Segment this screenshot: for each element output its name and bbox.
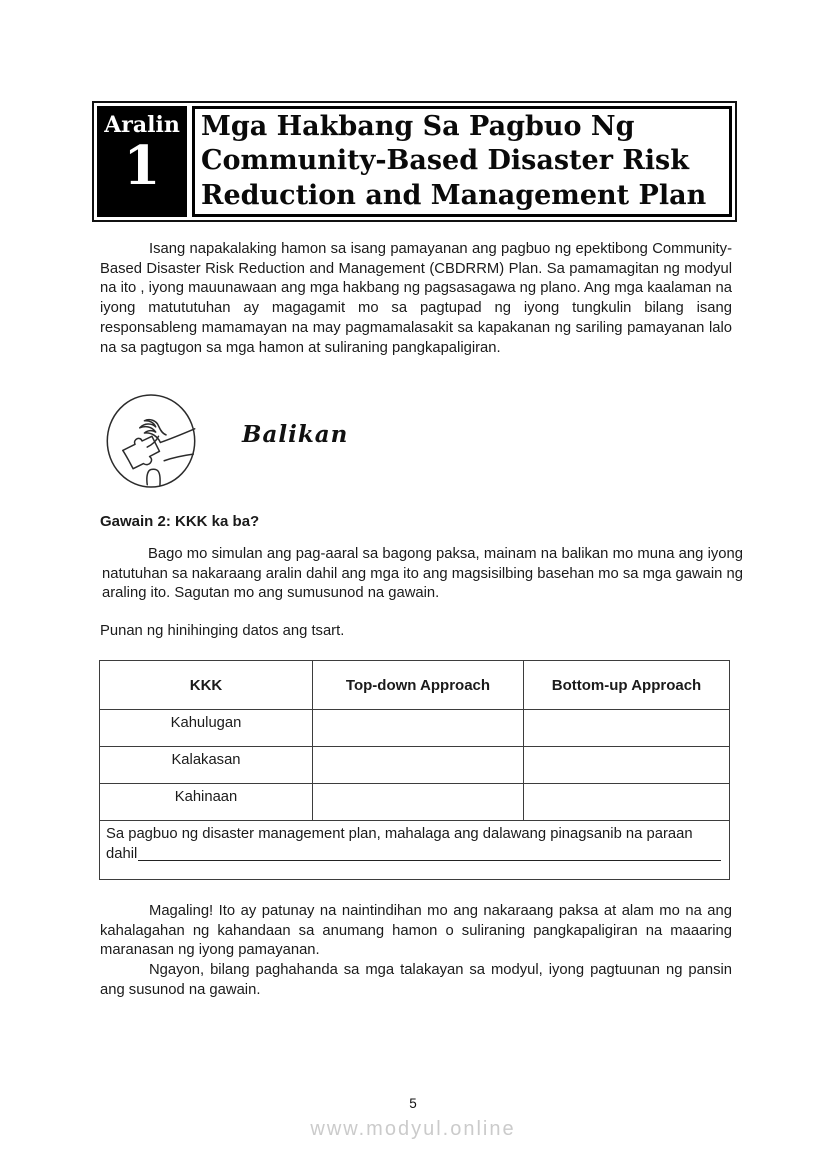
- lesson-title-line: Community-Based Disaster Risk: [201, 145, 689, 177]
- blank-cell: [524, 710, 730, 747]
- section-title: Balikan: [242, 420, 349, 448]
- activity-intro-paragraph: Bago mo simulan ang pag-aaral sa bagong paksa, mainam na balikan mo muna ang iyong natutuhan sa nakaraang aralin dahil ang mga ito ang magsisilbing basehan mo sa mga gawain ng araling ito. Sagutan mo ang sumusunod na gawain.: [102, 546, 743, 602]
- fill-in-line: [106, 845, 721, 865]
- blank-cell: [313, 710, 524, 747]
- table-header-row: [100, 661, 730, 710]
- row-label-kalakasan: Kalakasan: [100, 747, 313, 784]
- row-label-kahinaan: Kahinaan: [100, 784, 313, 821]
- table-row: [100, 710, 730, 747]
- blank-cell: [313, 784, 524, 821]
- lesson-badge-number: 1: [123, 135, 161, 198]
- activity-heading: Gawain 2: KKK ka ba?: [100, 513, 260, 530]
- lesson-header: [92, 101, 737, 222]
- fill-in-prefix: dahil: [106, 845, 138, 862]
- lesson-title: [192, 106, 732, 217]
- intro-paragraph: Isang napakalaking hamon sa isang pamayanan ang pagbuo ng epektibong Community-Based Disaster Risk Reduction and Management (CBDRRM) Plan. Sa pamamagitan ng modyul na ito , iyong mauunawaan ang mga hakbang ng pagsasagawa ng plano. Ang mga kaalaman na iyong matututuhan ay magagamit mo sa pagtupad ng iyong tungkulin bilang isang responsableng mamamayan na may pagmamalasakit sa kapakanan ng sariling pamayanan lalo na sa pagtugon sa mga hamon at suliraning pangkapaligiran.: [100, 241, 732, 356]
- table-row: [100, 784, 730, 821]
- lesson-title-line: Mga Hakbang Sa Pagbuo Ng: [201, 110, 635, 142]
- table-note-cell: [100, 821, 730, 880]
- section-banner: [104, 391, 348, 491]
- blank-cell: [524, 784, 730, 821]
- closing-paragraph-2: Ngayon, bilang paghahanda sa mga talakayan sa modyul, iyong pagtuunan ng pansin ang susunod na gawain.: [100, 962, 732, 998]
- table-row: [100, 747, 730, 784]
- column-header-top-down: Top-down Approach: [313, 661, 524, 710]
- lesson-title-line: Reduction and Management Plan: [201, 179, 707, 211]
- kkk-table: [99, 660, 730, 880]
- blank-cell: [524, 747, 730, 784]
- watermark: www.modyul.online: [310, 1118, 516, 1140]
- blank-underline: [138, 860, 721, 861]
- closing-paragraph-1: Magaling! Ito ay patunay na naintindihan mo ang nakaraang paksa at alam mo na ang kahalagahan ng kahandaan sa anumang hamon o suliraning pangkapaligiran na maaaring maranasan ng iyong pamayanan.: [100, 903, 732, 959]
- column-header-kkk: KKK: [100, 661, 313, 710]
- column-header-bottom-up: Bottom-up Approach: [524, 661, 730, 710]
- page-number: 5: [409, 1096, 417, 1111]
- lesson-badge-label: Aralin: [104, 112, 180, 138]
- lesson-badge: [97, 106, 187, 217]
- table-note-row: [100, 821, 730, 880]
- blank-cell: [313, 747, 524, 784]
- activity-instruction: Punan ng hinihinging datos ang tsart.: [100, 623, 345, 639]
- closing-section: [100, 902, 732, 1001]
- table-note-text: Sa pagbuo ng disaster management plan, mahalaga ang dalawang pinagsanib na paraan: [106, 826, 693, 842]
- hand-puzzle-icon: [104, 391, 198, 491]
- row-label-kahulugan: Kahulugan: [100, 710, 313, 747]
